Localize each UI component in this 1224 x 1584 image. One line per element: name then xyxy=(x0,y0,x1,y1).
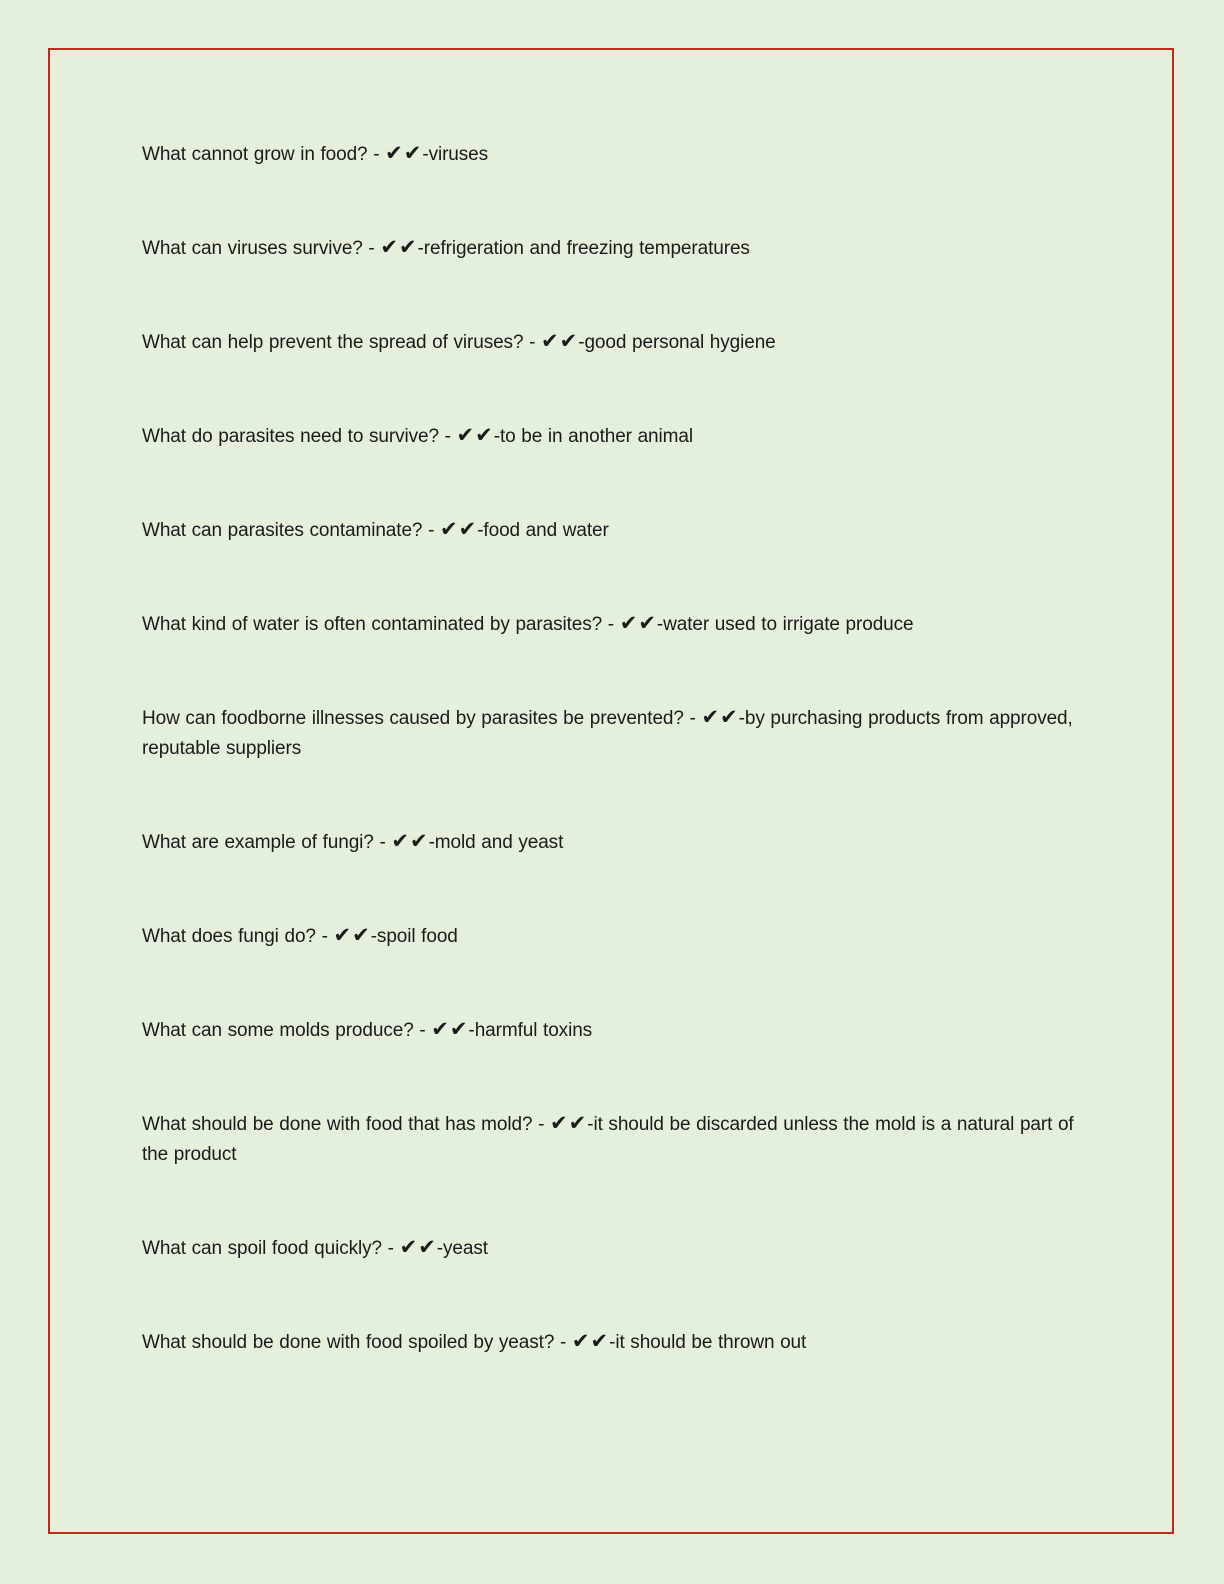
qa-question: What can help prevent the spread of viruses? xyxy=(142,332,524,353)
double-checkmark-icon: ✔✔ xyxy=(380,235,418,259)
qa-question: What are example of fungi? xyxy=(142,832,374,853)
qa-question: What can parasites contaminate? xyxy=(142,520,423,541)
qa-question: What should be done with food that has mold? xyxy=(142,1114,533,1135)
qa-separator: - xyxy=(373,832,392,853)
double-checkmark-icon: ✔✔ xyxy=(571,1329,610,1353)
double-checkmark-icon: ✔✔ xyxy=(399,1235,437,1259)
qa-item xyxy=(142,1232,1092,1264)
qa-answer-prefix: - xyxy=(468,1020,475,1041)
double-checkmark-icon: ✔✔ xyxy=(541,329,579,353)
qa-item xyxy=(142,514,1092,546)
qa-question: What can viruses survive? xyxy=(142,238,363,259)
qa-answer-prefix: - xyxy=(578,332,585,353)
qa-question: What do parasites need to survive? xyxy=(142,426,439,447)
qa-question: What does fungi do? xyxy=(142,926,316,947)
double-checkmark-icon: ✔✔ xyxy=(431,1017,469,1041)
qa-item xyxy=(142,232,1092,264)
qa-answer-prefix: - xyxy=(493,426,500,447)
qa-answer-prefix: - xyxy=(587,1114,594,1135)
qa-separator: - xyxy=(362,238,381,259)
qa-answer: by purchasing products from approved, reputable suppliers xyxy=(142,708,1073,759)
qa-item xyxy=(142,920,1092,952)
qa-answer-prefix: - xyxy=(738,708,745,729)
qa-answer: mold and yeast xyxy=(434,832,564,853)
qa-item xyxy=(142,420,1092,452)
qa-separator: - xyxy=(413,1020,432,1041)
double-checkmark-icon: ✔✔ xyxy=(550,1111,588,1135)
qa-item xyxy=(142,1326,1092,1358)
qa-answer-prefix: - xyxy=(609,1332,616,1353)
qa-answer-prefix: - xyxy=(422,144,429,165)
qa-item xyxy=(142,826,1092,858)
qa-answer-prefix: - xyxy=(436,1238,444,1259)
qa-answer-prefix: - xyxy=(477,520,484,541)
qa-question: What should be done with food spoiled by yeast? xyxy=(142,1332,555,1353)
qa-answer: it should be discarded unless the mold is a natural part of the product xyxy=(142,1114,1074,1165)
qa-answer-prefix: - xyxy=(370,926,377,947)
double-checkmark-icon: ✔✔ xyxy=(456,423,494,447)
qa-answer-prefix: - xyxy=(656,614,664,635)
qa-answer: it should be thrown out xyxy=(615,1332,807,1353)
qa-answer: to be in another animal xyxy=(499,426,693,447)
qa-answer-prefix: - xyxy=(428,832,435,853)
qa-item xyxy=(142,1108,1092,1170)
qa-separator: - xyxy=(422,520,440,541)
qa-answer: harmful toxins xyxy=(474,1020,593,1041)
qa-answer: spoil food xyxy=(376,926,458,947)
qa-separator: - xyxy=(523,332,542,353)
qa-question: What kind of water is often contaminated by parasites? xyxy=(142,614,603,635)
qa-answer: food and water xyxy=(483,520,609,541)
qa-item xyxy=(142,608,1092,640)
double-checkmark-icon: ✔✔ xyxy=(439,517,478,541)
qa-separator: - xyxy=(438,426,457,447)
qa-separator: - xyxy=(315,926,334,947)
qa-question: What can some molds produce? xyxy=(142,1020,414,1041)
double-checkmark-icon: ✔✔ xyxy=(701,705,739,729)
qa-item xyxy=(142,138,1092,170)
qa-answer: water used to irrigate produce xyxy=(663,614,914,635)
qa-answer: refrigeration and freezing temperatures xyxy=(423,238,750,259)
double-checkmark-icon: ✔✔ xyxy=(385,141,423,165)
qa-question: What can spoil food quickly? xyxy=(142,1238,382,1259)
qa-separator: - xyxy=(382,1238,400,1259)
qa-answer: viruses xyxy=(428,144,489,165)
qa-separator: - xyxy=(554,1332,572,1353)
qa-item xyxy=(142,702,1092,764)
qa-question: How can foodborne illnesses caused by parasites be prevented? xyxy=(142,708,684,729)
double-checkmark-icon: ✔✔ xyxy=(619,611,657,635)
qa-item xyxy=(142,1014,1092,1046)
qa-question: What cannot grow in food? xyxy=(142,144,368,165)
qa-item xyxy=(142,326,1092,358)
double-checkmark-icon: ✔✔ xyxy=(333,923,371,947)
qa-answer: yeast xyxy=(443,1238,488,1259)
qa-answer-prefix: - xyxy=(417,238,424,259)
qa-separator: - xyxy=(683,708,702,729)
double-checkmark-icon: ✔✔ xyxy=(391,829,429,853)
qa-separator: - xyxy=(367,144,386,165)
qa-list xyxy=(142,138,1092,1358)
qa-separator: - xyxy=(532,1114,551,1135)
qa-separator: - xyxy=(602,614,620,635)
qa-answer: good personal hygiene xyxy=(584,332,776,353)
